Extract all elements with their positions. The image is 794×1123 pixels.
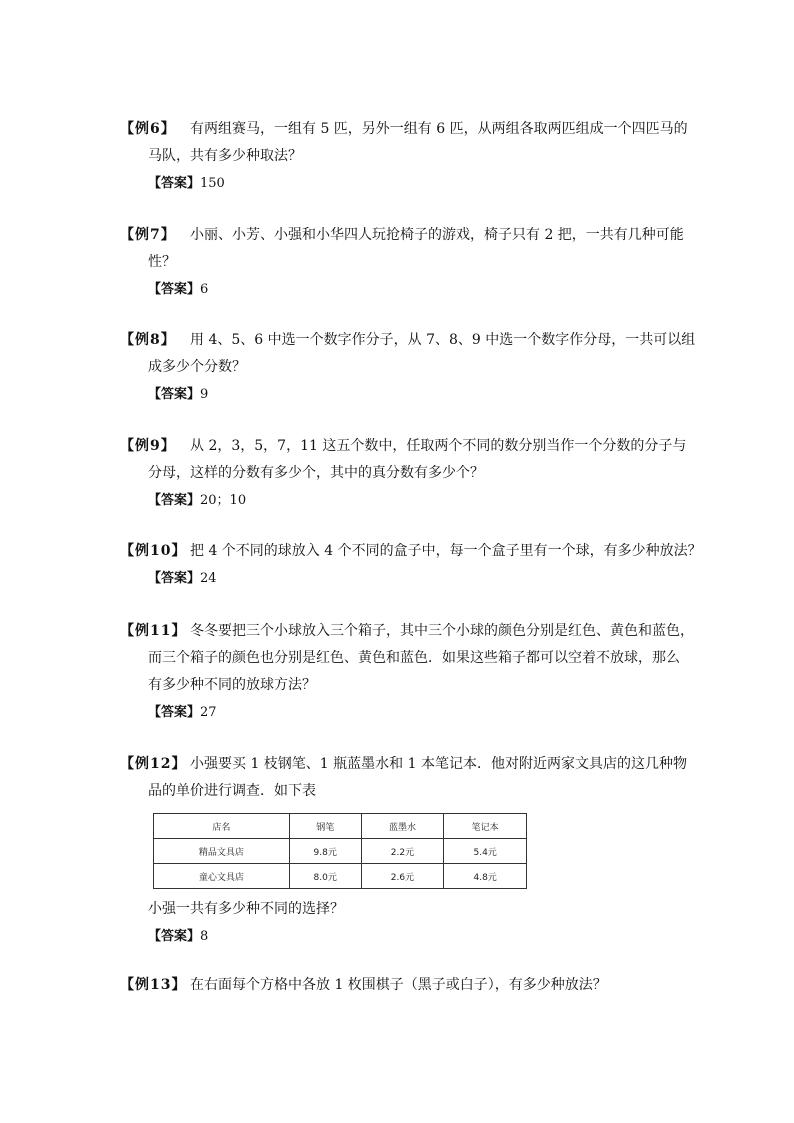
table-header-cell: 店名 (154, 814, 290, 839)
problem-line: 【例7】 小丽、小芳、小强和小华四人玩抢椅子的游戏，椅子只有 2 把，一共有几种可能 (120, 222, 680, 249)
answer: 【答案】6 (148, 282, 209, 297)
problem-12-continued (120, 896, 680, 948)
problem-label: 【例6】 (120, 121, 176, 137)
table-row (154, 864, 527, 889)
table-cell: 精品文具店 (154, 839, 290, 864)
answer: 【答案】20；10 (148, 493, 247, 508)
problem-label: 【例8】 (120, 332, 176, 348)
problem-line: 而三个箱子的颜色也分别是红色、黄色和蓝色．如果这些箱子都可以空着不放球，那么 (148, 650, 680, 666)
answer: 【答案】150 (148, 176, 225, 191)
table-row (154, 839, 527, 864)
problem-line: 马队，共有多少种取法？ (148, 148, 302, 164)
answer: 【答案】24 (148, 571, 217, 586)
problem-line: 【例12】 小强要买 1 枝钢笔、1 瓶蓝墨水和 1 本笔记本．他对附近两家文具店的这几种物 (120, 751, 680, 778)
problem-line: 【例13】 在右面每个方格中各放 1 枚围棋子（黑子或白子），有多少种放法？ (120, 972, 680, 999)
answer: 【答案】8 (148, 929, 209, 944)
problem-11 (120, 618, 694, 724)
answer: 【答案】9 (148, 387, 209, 402)
problem-line: 性？ (148, 254, 176, 270)
problem-label: 【例9】 (120, 438, 176, 454)
table-cell: 2.2元 (361, 839, 444, 864)
problem-line: 【例8】 用 4、5、6 中选一个数字作分子，从 7、8、9 中选一个数字作分母，一共可以组 (120, 327, 680, 354)
problem-line: 分母，这样的分数有多少个，其中的真分数有多少个？ (148, 465, 484, 481)
problem-label: 【例13】 (120, 977, 187, 993)
problem-line: 小强一共有多少种不同的选择？ (148, 901, 344, 917)
table-cell: 童心文具店 (154, 864, 290, 889)
problem-12 (120, 751, 687, 805)
problem-13 (120, 972, 680, 999)
problem-line: 成多少个分数？ (148, 359, 246, 375)
problem-7 (120, 222, 684, 301)
table-header-cell: 蓝墨水 (361, 814, 444, 839)
problem-label: 【例12】 (120, 756, 187, 772)
problem-label: 【例7】 (120, 227, 176, 243)
table-cell: 9.8元 (289, 839, 361, 864)
problem-line: 【例10】 把 4 个不同的球放入 4 个不同的盒子中，每一个盒子里有一个球，有多少种放法？ (120, 538, 680, 565)
problem-6 (120, 116, 688, 195)
problem-8 (120, 327, 696, 406)
table-cell: 8.0元 (289, 864, 361, 889)
table-header-row (154, 814, 527, 839)
table-cell: 4.8元 (444, 864, 527, 889)
price-table (153, 813, 527, 889)
problem-line: 【例6】 有两组赛马，一组有 5 匹，另外一组有 6 匹，从两组各取两匹组成一个四匹马的 (120, 116, 680, 143)
problem-9 (120, 433, 687, 512)
table-header-cell: 钢笔 (289, 814, 361, 839)
problem-label: 【例11】 (120, 623, 187, 639)
problem-line: 【例9】 从 2，3，5，7，11 这五个数中，任取两个不同的数分别当作一个分数的分子与 (120, 433, 680, 460)
answer: 【答案】27 (148, 705, 217, 720)
problem-line: 品的单价进行调查．如下表 (148, 783, 316, 799)
problem-label: 【例10】 (120, 543, 187, 559)
table-header-cell: 笔记本 (444, 814, 527, 839)
problem-line: 有多少种不同的放球方法？ (148, 677, 316, 693)
problem-10 (120, 538, 702, 590)
table-cell: 2.6元 (361, 864, 444, 889)
table-cell: 5.4元 (444, 839, 527, 864)
problem-line: 【例11】 冬冬要把三个小球放入三个箱子，其中三个小球的颜色分别是红色、黄色和蓝色， (120, 618, 680, 645)
